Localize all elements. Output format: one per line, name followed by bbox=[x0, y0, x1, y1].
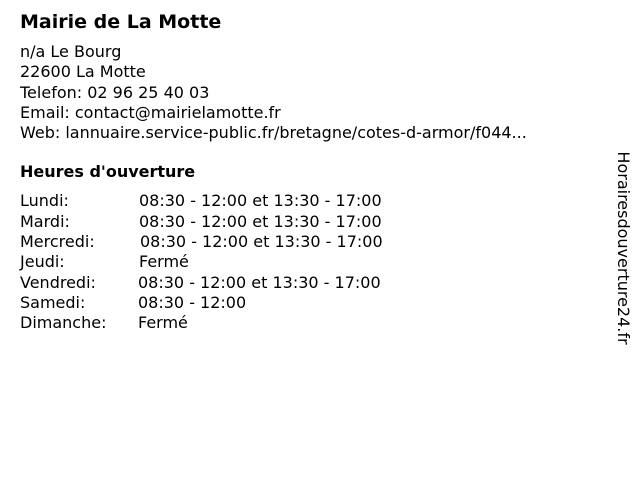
hours-row-saturday bbox=[20, 293, 600, 313]
address-line-2: 22600 La Motte bbox=[20, 62, 146, 82]
address-line-1: n/a Le Bourg bbox=[20, 42, 122, 61]
site-watermark: Horairesdouverture24.fr bbox=[614, 151, 633, 345]
day-hours: Fermé bbox=[139, 252, 189, 272]
day-hours: 08:30 - 12:00 bbox=[138, 292, 247, 312]
hours-row-thursday bbox=[20, 252, 600, 272]
day-hours: 08:30 - 12:00 et 13:30 - 17:00 bbox=[140, 232, 383, 252]
day-label: Dimanche: bbox=[20, 313, 107, 333]
hours-row-friday bbox=[20, 273, 600, 293]
office-card bbox=[20, 10, 600, 334]
day-label: Lundi: bbox=[20, 191, 69, 211]
opening-hours-list bbox=[20, 191, 600, 333]
contact-block bbox=[20, 42, 600, 143]
day-label: Mercredi: bbox=[20, 232, 95, 252]
hours-row-monday bbox=[20, 191, 600, 211]
office-name: Mairie de La Motte bbox=[20, 11, 222, 33]
hours-row-tuesday bbox=[20, 212, 600, 232]
day-label: Samedi: bbox=[20, 292, 86, 312]
day-hours: 08:30 - 12:00 et 13:30 - 17:00 bbox=[139, 211, 382, 231]
day-label: Vendredi: bbox=[20, 272, 96, 292]
day-hours: Fermé bbox=[138, 313, 188, 333]
web-line: Web: lannuaire.service-public.fr/bretagne/cotes-d-armor/f044... bbox=[20, 123, 527, 143]
day-label: Jeudi: bbox=[20, 252, 65, 272]
hours-row-sunday bbox=[20, 313, 600, 333]
email-line: Email: contact@mairielamotte.fr bbox=[20, 102, 281, 122]
hours-row-wednesday bbox=[20, 232, 600, 252]
day-label: Mardi: bbox=[20, 211, 70, 231]
opening-hours-heading: Heures d'ouverture bbox=[20, 162, 196, 182]
phone-line: Telefon: 02 96 25 40 03 bbox=[20, 82, 210, 102]
day-hours: 08:30 - 12:00 et 13:30 - 17:00 bbox=[139, 191, 382, 211]
day-hours: 08:30 - 12:00 et 13:30 - 17:00 bbox=[138, 272, 381, 292]
